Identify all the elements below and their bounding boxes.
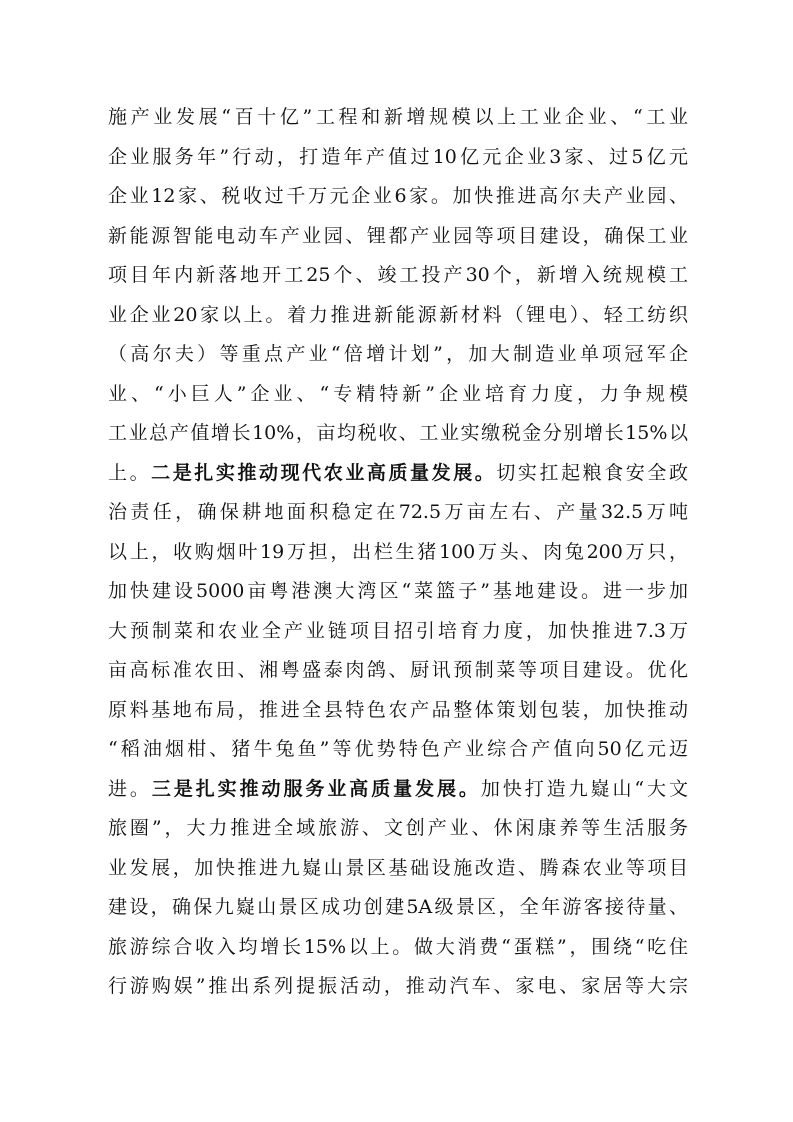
text-line	[108, 334, 688, 374]
text-line	[108, 571, 688, 611]
body-text: 项目年内新落地开工25个、竣工投产30个，新增入统规模工	[108, 264, 688, 286]
body-text: 施产业发展“百十亿”工程和新增规模以上工业企业、“工业	[108, 106, 688, 128]
text-line	[108, 966, 688, 1006]
body-text: 治责任，确保耕地面积稳定在72.5万亩左右、产量32.5万吨	[108, 501, 688, 523]
text-line	[108, 374, 688, 414]
text-line	[108, 413, 688, 453]
body-text: 亩高标准农田、湘粤盛泰肉鸽、厨讯预制菜等项目建设。优化	[108, 659, 688, 681]
text-line	[108, 769, 688, 809]
body-text: 业、“小巨人”企业、“专精特新”企业培育力度，力争规模	[108, 382, 688, 405]
body-text: “稻油烟柑、猪牛兔鱼”等优势特色产业综合产值向50亿元迈	[108, 738, 688, 760]
text-line	[108, 848, 688, 888]
body-text: 行游购娱”推出系列提振活动，推动汽车、家电、家居等大宗	[108, 975, 688, 997]
text-line	[108, 887, 688, 927]
text-line	[108, 255, 688, 295]
text-line	[108, 650, 688, 690]
body-text: 加快建设5000亩粤港澳大湾区“菜篮子”基地建设。进一步加	[108, 580, 688, 602]
body-text: 业发展，加快推进九嶷山景区基础设施改造、腾森农业等项目	[108, 856, 688, 879]
text-line	[108, 453, 688, 493]
text-line	[108, 927, 688, 967]
body-text: 以上，收购烟叶19万担，出栏生猪100万头、肉兔200万只，	[108, 540, 688, 563]
body-text: 原料基地布局，推进全县特色农产品整体策划包装，加快推动	[108, 698, 688, 721]
body-text: 建设，确保九嶷山景区成功创建5A级景区，全年游客接待量、	[108, 896, 688, 918]
body-text: （高尔夫）等重点产业“倍增计划”，加大制造业单项冠军企	[108, 343, 688, 365]
body-text: 切实扛起粮食安全政	[496, 461, 688, 484]
body-text: 旅圈”，大力推进全域旅游、文创产业、休闲康养等生活服务	[108, 817, 688, 839]
body-text: 工业总产值增长10%，亩均税收、工业实缴税金分别增长15%以	[108, 422, 688, 444]
body-text: 上。	[108, 461, 152, 484]
text-line	[108, 97, 688, 137]
text-line	[108, 808, 688, 848]
text-line	[108, 176, 688, 216]
body-text: 新能源智能电动车产业园、锂都产业园等项目建设，确保工业	[108, 224, 688, 247]
text-line	[108, 295, 688, 335]
body-text: 企业12家、税收过千万元企业6家。加快推进高尔夫产业园、	[108, 185, 688, 207]
body-text: 企业服务年”行动，打造年产值过10亿元企业3家、过5亿元	[108, 145, 688, 168]
body-text: 业企业20家以上。着力推进新能源新材料（锂电）、轻工纺织	[108, 303, 688, 326]
text-line	[108, 492, 688, 532]
text-line	[108, 611, 688, 651]
text-line	[108, 137, 688, 177]
bold-heading-text: 三是扎实推动服务业高质量发展。	[151, 777, 481, 800]
body-text: 大预制菜和农业全产业链项目招引培育力度，加快推进7.3万	[108, 619, 688, 642]
body-text: 加快打造九嶷山“大文	[480, 777, 688, 800]
text-line	[108, 690, 688, 730]
text-line	[108, 729, 688, 769]
text-line	[108, 216, 688, 256]
text-line	[108, 532, 688, 572]
body-text: 旅游综合收入均增长15%以上。做大消费“蛋糕”，围绕“吃住	[108, 935, 688, 958]
body-text: 进。	[108, 777, 152, 800]
bold-heading-text: 二是扎实推动现代农业高质量发展。	[151, 461, 497, 484]
